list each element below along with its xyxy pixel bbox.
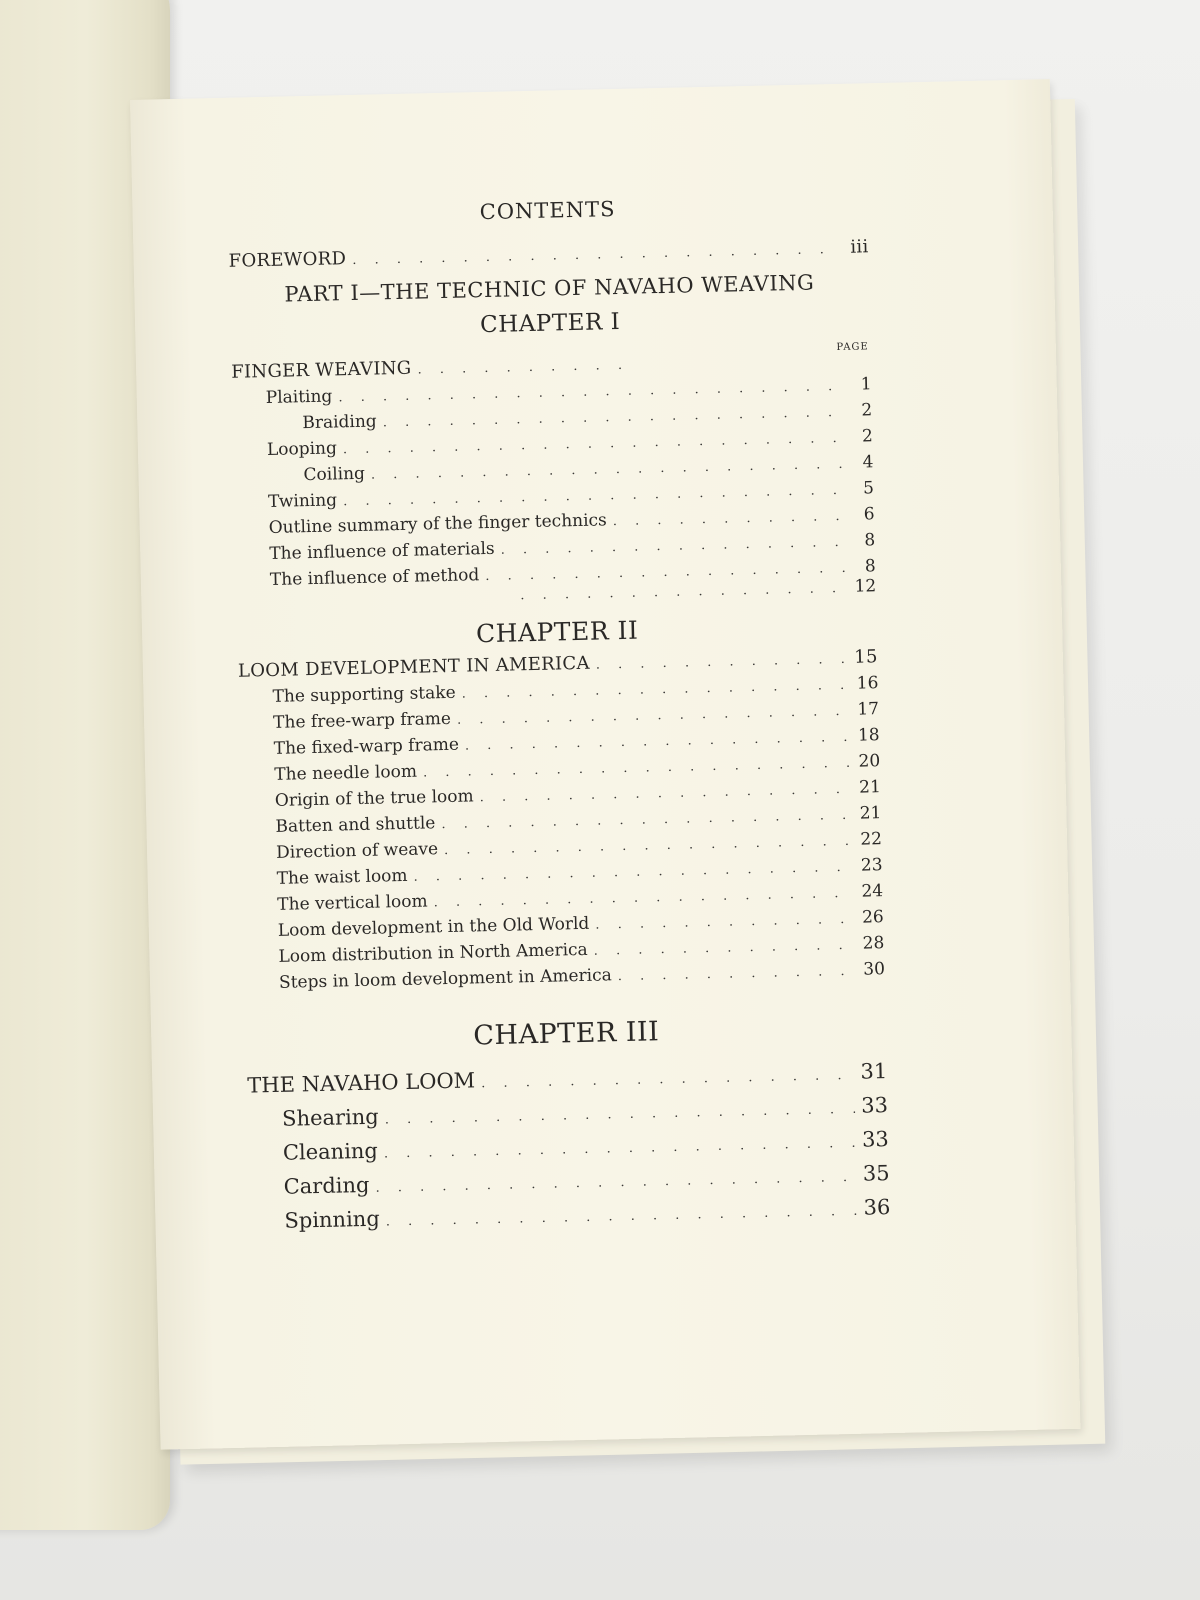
entry-label: Direction of weave <box>275 839 439 863</box>
entry-page: 21 <box>858 777 882 798</box>
book-page <box>130 79 1080 1450</box>
toc-title: CONTENTS <box>479 197 616 225</box>
entry-page: 8 <box>864 530 876 551</box>
entry-page: 28 <box>862 933 885 954</box>
entry-page: 21 <box>859 803 882 824</box>
entry-page: 5 <box>862 478 875 499</box>
table-of-contents <box>227 191 890 1240</box>
entry-label: Looping <box>266 438 338 460</box>
entry-label: Braiding <box>302 411 377 434</box>
entry-label: THE NAVAHO LOOM <box>247 1068 476 1098</box>
page-column-label: PAGE <box>836 341 869 354</box>
leader-dots <box>618 960 858 989</box>
entry-label: Carding <box>283 1172 370 1199</box>
entry-page: 4 <box>862 452 874 473</box>
leader-dots <box>417 354 627 383</box>
entry-label: Spinning <box>284 1206 380 1233</box>
entry-page: 2 <box>861 400 873 421</box>
entry-page: 12 <box>854 576 877 597</box>
entry-page: 15 <box>854 646 879 668</box>
entry-page: 36 <box>863 1195 891 1220</box>
entry-page: 22 <box>860 829 883 850</box>
entry-page: 30 <box>863 959 886 980</box>
entry-label: The free-warp frame <box>272 708 452 733</box>
entry-page: 23 <box>860 855 883 876</box>
leader-dots <box>385 1197 858 1238</box>
entry-label: Batten and shuttle <box>275 813 436 837</box>
entry-page: 6 <box>863 504 875 525</box>
entry-page: 26 <box>861 907 884 928</box>
chapter-title: CHAPTER I <box>479 308 621 339</box>
entry-page: 2 <box>861 426 874 447</box>
entry-label: The influence of method <box>269 565 480 590</box>
entry-page: 16 <box>856 673 879 694</box>
entry-label: Origin of the true loom <box>274 786 474 811</box>
entry-page: 33 <box>860 1093 889 1118</box>
entry-page: 17 <box>857 699 880 720</box>
entry-label: Plaiting <box>265 386 333 408</box>
entry-label: The vertical loom <box>277 891 428 915</box>
entry-label: The waist loom <box>276 865 408 889</box>
entry-label: LOOM DEVELOPMENT IN AMERICA <box>237 652 591 682</box>
entry-page: 31 <box>860 1059 888 1084</box>
entry-page: 33 <box>861 1127 890 1152</box>
entry-page: 35 <box>862 1161 890 1186</box>
entry-page: 20 <box>858 751 881 772</box>
entry-label: The influence of materials <box>269 538 495 564</box>
entry-page: iii <box>850 236 869 258</box>
entry-label: Outline summary of the finger technics <box>268 510 608 538</box>
entry-page: 18 <box>857 725 880 746</box>
entry-label: Loom distribution in North America <box>278 939 588 967</box>
entry-label: Loom development in the Old World <box>277 913 590 941</box>
entry-label: FINGER WEAVING <box>230 357 412 383</box>
entry-label: Twining <box>267 490 338 512</box>
chapter-title: CHAPTER III <box>472 1016 660 1052</box>
entry-label: The needle loom <box>274 761 418 785</box>
chapter-title: CHAPTER II <box>475 615 639 649</box>
toc-entry-foreword <box>228 235 868 276</box>
part-title: PART I—THE TECHNIC OF NAVAHO WEAVING <box>284 270 815 307</box>
entry-page: 8 <box>864 556 876 577</box>
entry-page: 24 <box>861 881 884 902</box>
entry-label: Cleaning <box>282 1138 379 1165</box>
entry-label: The fixed-warp frame <box>273 734 460 759</box>
entry-page: 1 <box>860 374 872 395</box>
entry-label: Shearing <box>281 1104 379 1131</box>
leader-dots <box>352 238 841 273</box>
entry-label: FOREWORD <box>228 248 347 272</box>
entry-label: Coiling <box>303 463 366 486</box>
entry-label: The supporting stake <box>272 682 456 707</box>
entry-label: Steps in loom development in America <box>278 965 612 993</box>
